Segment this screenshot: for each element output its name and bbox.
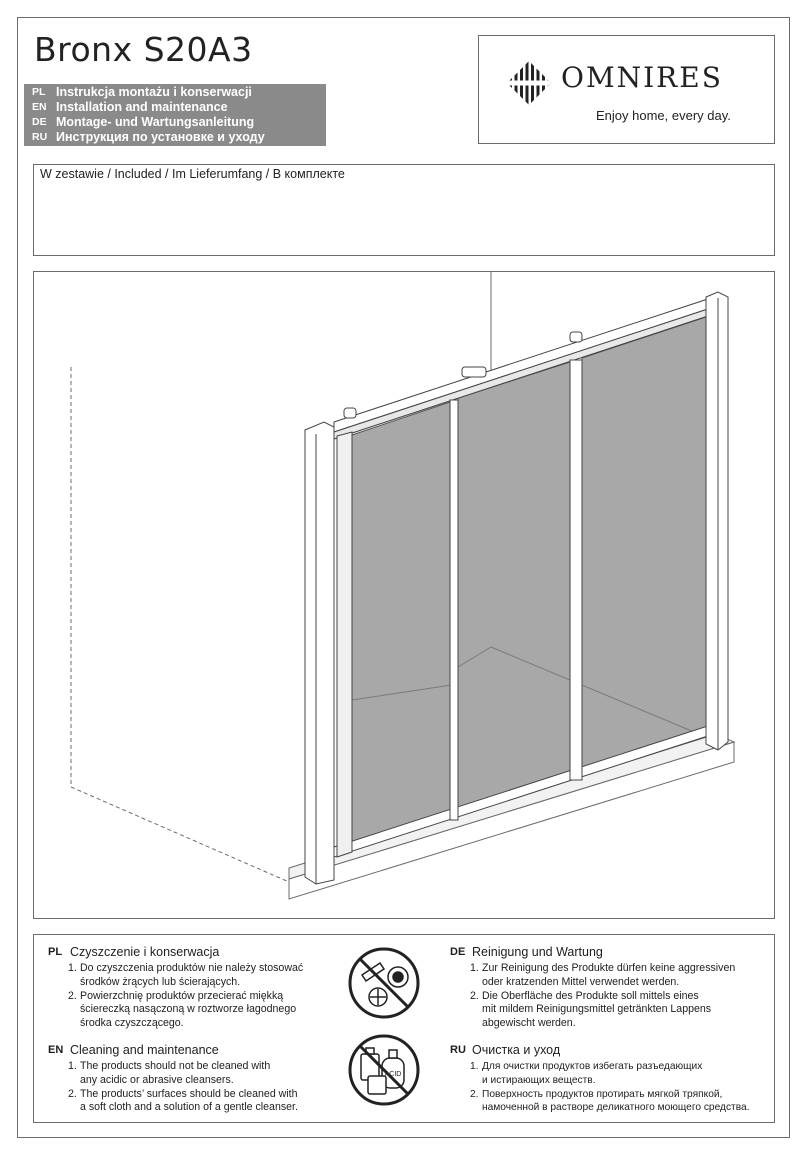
care-list (470, 962, 770, 1031)
care-section (33, 934, 775, 1123)
included-parts-box (33, 164, 775, 256)
roller (344, 408, 356, 418)
glass-panel-left (352, 402, 450, 850)
language-label: Montage- und Wartungsanleitung (56, 115, 255, 129)
left-wall-profile (305, 422, 334, 884)
list-item: 1. Для очистки продуктов избегать разъедающих и истирающих веществ. (470, 1061, 703, 1086)
list-item: 1. Do czyszczenia produktów nie należy stosować środków żrących lub ścierających. (68, 962, 304, 988)
list-item: 2. Поверхность продуктов протирать мягкой тряпкой, намоченной в растворе деликатного моющего средства. (470, 1088, 750, 1114)
language-row-ru (32, 130, 326, 145)
list-item: 1. The products should not be cleaned with any acidic or abrasive cleansers. (68, 1060, 271, 1086)
no-abrasive-tools-icon (346, 945, 422, 1021)
care-list (68, 1060, 348, 1115)
glass-panel-middle (458, 362, 570, 812)
language-label: Instrukcja montażu i konserwacji (56, 85, 252, 99)
panel-mullion-right (570, 360, 582, 780)
roller (462, 367, 486, 377)
product-illustration (33, 271, 775, 919)
care-list (470, 1060, 772, 1115)
care-heading (450, 945, 770, 960)
list-item: 2. The products’ surfaces should be cleaned with a soft cloth and a solution of a gentle cleanser. (68, 1087, 298, 1114)
panel-mullion-left (450, 400, 458, 820)
care-title: Очистка и уход (472, 1043, 561, 1057)
care-section-en (48, 1043, 348, 1115)
care-heading (48, 945, 338, 960)
care-section-ru (450, 1043, 772, 1115)
language-label: Инструкция по установке и уходу (56, 130, 265, 144)
brand-name: OMNIRES (561, 61, 723, 94)
list-item: 2. Die Oberfläche des Produkte soll mittels eines mit mildem Reinigungsmittel getränkten Lappens abgewischt werden. (470, 989, 712, 1030)
brand-box (478, 35, 775, 144)
language-code: RU (450, 1044, 466, 1056)
language-code: PL (48, 946, 63, 958)
language-code: EN (48, 1044, 64, 1056)
language-code: EN (32, 101, 47, 113)
language-label: Installation and maintenance (56, 100, 228, 114)
care-heading (48, 1043, 348, 1058)
list-item: 2. Powierzchnię produktów przecierać miękką ściereczką nasączoną w roztworze łagodnego środka czyszczącego. (68, 989, 297, 1030)
care-title: Czyszczenie i konserwacja (70, 945, 220, 959)
language-code: RU (32, 131, 48, 143)
included-parts-title: W zestawie / Included / Im Lieferumfang / В комплекте (40, 167, 345, 181)
list-item: 1. Zur Reinigung des Produkte dürfen keine aggressiven oder kratzenden Mittel verwendet werden. (470, 962, 736, 988)
product-title: Bronx S20A3 (34, 30, 253, 69)
left-inner-profile (337, 432, 352, 857)
glass-panel-right (582, 317, 706, 774)
language-code: DE (450, 946, 466, 958)
language-code: DE (32, 116, 47, 128)
care-title: Reinigung und Wartung (472, 945, 603, 959)
installation-outline-dashed (71, 367, 289, 882)
care-section-de (450, 945, 770, 1031)
right-wall-profile (706, 292, 728, 750)
roller (570, 332, 582, 342)
language-row-pl (32, 85, 326, 100)
care-title: Cleaning and maintenance (70, 1043, 219, 1057)
care-heading (450, 1043, 772, 1058)
shower-door-drawing (34, 272, 776, 920)
language-block (24, 84, 326, 146)
language-row-de (32, 115, 326, 130)
brand-diamond-icon (507, 61, 551, 105)
language-code: PL (32, 86, 46, 98)
acid-label: ACID (384, 1071, 402, 1078)
language-row-en (32, 100, 326, 115)
care-list (68, 962, 338, 1031)
brand-tagline: Enjoy home, every day. (596, 108, 731, 123)
no-acid-cleaners-icon (346, 1032, 422, 1108)
care-section-pl (48, 945, 338, 1031)
